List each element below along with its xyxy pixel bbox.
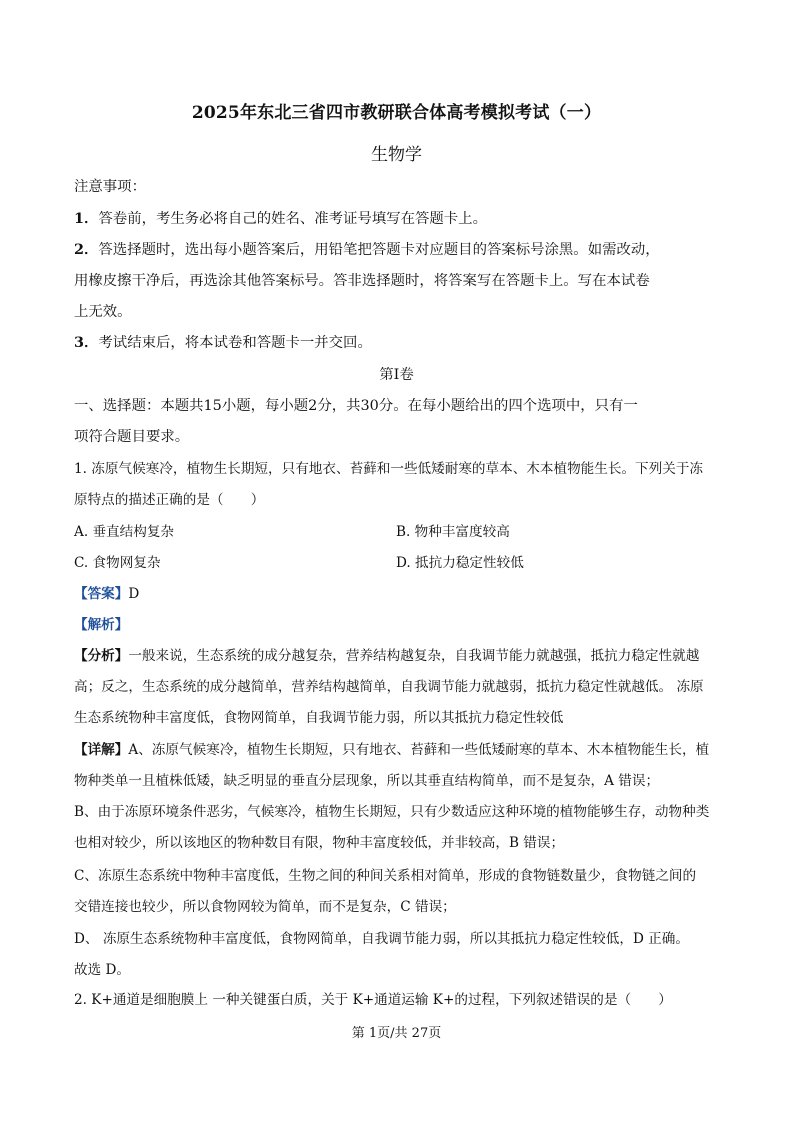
xiangjie-text: A、冻原气候寒冷，植物生长期短，只有地衣、苔藓和一些低矮耐寒的草本、木本植物能生长，植: [128, 742, 710, 758]
fenxi-text: 一般来说，生态系统的成分越复杂，营养结构越复杂，自我调节能力就越强，抵抗力稳定性就越: [128, 648, 700, 664]
volume-heading: 第I卷: [379, 367, 414, 383]
fenxi-tag: 【分析】: [74, 648, 129, 664]
answer-value: D: [128, 586, 140, 602]
xiangjie-c-cont: 交错连接也较少，所以食物网较为简单，而不是复杂，C 错误；: [74, 899, 456, 915]
notice-item-2: [74, 240, 660, 260]
option-a: A. 垂直结构复杂: [74, 524, 175, 540]
notice-item-number: 3．: [74, 334, 99, 351]
notice-heading: 注意事项：: [74, 179, 146, 195]
notice-item-text: 答选择题时，选出每小题答案后，用铅笔把答题卡对应题目的答案标号涂黑。如需改动，: [98, 242, 660, 258]
option-b: B. 物种丰富度较高: [396, 524, 510, 540]
option-d: D. 抵抗力稳定性较低: [396, 555, 524, 571]
xiangjie-paragraph: [74, 740, 709, 760]
xiangjie-text-cont: 物种类单一且植株低矮，缺乏明显的垂直分层现象，所以其垂直结构简单，而不是复杂，A 错误；: [74, 773, 660, 789]
question-1-stem: 1. 冻原气候寒冷，植物生长期短，只有地衣、苔藓和一些低矮耐寒的草本、木本植物能生长。下列关于冻: [74, 461, 704, 477]
notice-item-1: [74, 209, 487, 229]
page-number: 第 1页/共 27页: [351, 1026, 442, 1041]
fenxi-text-cont: 生态系统物种丰富度低，食物网简单，自我调节能力弱，所以其抵抗力稳定性较低: [74, 710, 564, 726]
subject-title: 生物学: [371, 145, 422, 165]
option-c: C. 食物网复杂: [74, 555, 161, 571]
section-intro: 一、选择题：本题共15小题，每小题2分，共30分。在每小题给出的四个选项中，只有一: [74, 398, 638, 414]
notice-item-text: 考试结束后，将本试卷和答题卡一并交回。: [98, 335, 372, 351]
exam-title: 2025年东北三省四市教研联合体高考模拟考试（一）: [191, 103, 602, 123]
exam-page: [74, 0, 719, 1123]
answer-line: [74, 584, 139, 604]
notice-item-2-cont: 用橡皮擦干净后，再选涂其他答案标号。答非选择题时，将答案写在答题卡上。写在本试卷: [74, 273, 650, 289]
section-intro-cont: 项符合题目要求。: [74, 429, 190, 445]
notice-item-number: 2．: [74, 241, 99, 258]
notice-item-text: 答卷前，考生务必将自己的姓名、准考证号填写在答题卡上。: [98, 211, 487, 227]
xiangjie-b-cont: 也相对较少，所以该地区的物种数目有限，物种丰富度较低，并非较高，B 错误；: [74, 835, 565, 851]
answer-tag: 【答案】: [74, 586, 129, 602]
xiangjie-tag: 【详解】: [74, 742, 129, 758]
xiangjie-d: D、 冻原生态系统物种丰富度低，食物网简单，自我调节能力弱，所以其抵抗力稳定性较低，D 正确。: [74, 931, 689, 947]
notice-item-2-cont: 上无效。: [74, 304, 132, 320]
conclusion: 故选 D。: [74, 962, 131, 978]
analysis-line: [74, 615, 128, 635]
analysis-tag: 【解析】: [74, 617, 129, 633]
xiangjie-c: C、冻原生态系统中物种丰富度低，生物之间的种间关系相对简单，形成的食物链数量少，食物链之间的: [74, 868, 697, 884]
fenxi-text-cont: 高；反之，生态系统的成分越简单，营养结构越简单，自我调节能力就越弱，抵抗力稳定性就越低。 冻原: [74, 679, 704, 695]
question-1-stem-cont: 原特点的描述正确的是（ ）: [74, 492, 265, 508]
notice-item-3: [74, 333, 372, 353]
fenxi-paragraph: [74, 646, 699, 666]
xiangjie-b: B、由于冻原环境条件恶劣，气候寒冷，植物生长期短，只有少数适应这种环境的植物能够生存，动物种类: [74, 804, 710, 820]
notice-item-number: 1．: [74, 210, 99, 227]
question-2-stem: 2. K+通道是细胞膜上 一种关键蛋白质，关于 K+通道运输 K+的过程，下列叙述错误的是（ ）: [74, 992, 672, 1008]
